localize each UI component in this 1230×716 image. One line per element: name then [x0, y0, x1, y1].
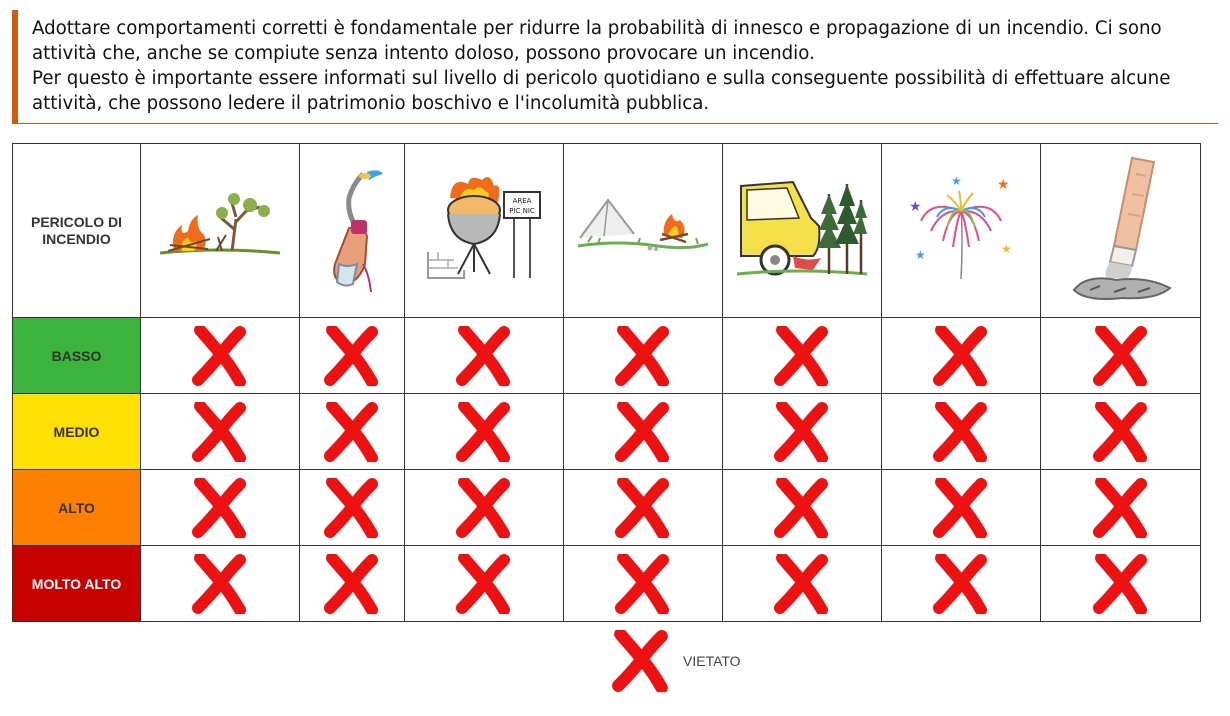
level-label-medio: MEDIO — [13, 394, 141, 470]
cross-icon — [454, 554, 514, 614]
level-row-basso — [13, 318, 1201, 394]
cell-vietato — [723, 470, 882, 546]
svg-text:★: ★ — [915, 247, 926, 262]
activities-header-row — [13, 144, 1201, 318]
activity-barbecue — [405, 144, 564, 318]
cross-icon — [190, 326, 250, 386]
cross-icon — [190, 402, 250, 462]
cross-icon — [931, 402, 991, 462]
burning-brush-icon — [160, 189, 280, 269]
cell-vietato — [1041, 546, 1201, 622]
cell-vietato — [300, 318, 405, 394]
cross-icon — [1091, 326, 1151, 386]
cross-icon — [190, 554, 250, 614]
cross-icon — [322, 554, 382, 614]
svg-text:★: ★ — [997, 176, 1010, 193]
cell-vietato — [1041, 394, 1201, 470]
cell-vietato — [723, 318, 882, 394]
cell-vietato — [564, 546, 723, 622]
cell-vietato — [141, 470, 300, 546]
cell-vietato — [405, 546, 564, 622]
svg-text:★: ★ — [1001, 241, 1012, 256]
cross-icon — [772, 402, 832, 462]
cross-icon — [772, 326, 832, 386]
corner-label: PERICOLO DI INCENDIO — [13, 144, 141, 318]
cell-vietato — [723, 394, 882, 470]
cross-icon — [613, 326, 673, 386]
activity-burning-brush — [141, 144, 300, 318]
barbecue-grill-icon — [424, 174, 544, 284]
intro-paragraph-1: Adottare comportamenti corretti è fondamentale per ridurre la probabilità di innesco e propagazione di un incendio. Ci sono attività che, anche se compiute senza intento doloso, possono provocare un incendio. — [32, 18, 1162, 64]
cross-icon — [931, 478, 991, 538]
cell-vietato — [1041, 470, 1201, 546]
intro-text-block — [12, 10, 1218, 124]
legend-label: VIETATO — [683, 653, 741, 669]
fire-danger-table — [12, 143, 1201, 622]
cell-vietato — [300, 546, 405, 622]
svg-text:AREA: AREA — [512, 196, 532, 205]
level-row-alto — [13, 470, 1201, 546]
level-label-alto: ALTO — [13, 470, 141, 546]
svg-text:★: ★ — [951, 173, 962, 188]
cell-vietato — [882, 470, 1041, 546]
cross-icon — [1091, 402, 1151, 462]
level-label-basso: BASSO — [13, 318, 141, 394]
cell-vietato — [564, 394, 723, 470]
cross-icon — [454, 478, 514, 538]
cross-icon — [931, 326, 991, 386]
cell-vietato — [882, 546, 1041, 622]
cross-icon — [1091, 478, 1151, 538]
cell-vietato — [882, 394, 1041, 470]
cross-icon — [772, 554, 832, 614]
legend — [610, 630, 810, 692]
cross-icon — [454, 402, 514, 462]
cell-vietato — [300, 470, 405, 546]
cell-vietato — [405, 394, 564, 470]
cross-icon — [931, 554, 991, 614]
level-label-molto-alto: MOLTO ALTO — [13, 546, 141, 622]
svg-text:PIC NIC: PIC NIC — [509, 206, 535, 215]
cell-vietato — [141, 394, 300, 470]
cross-icon — [772, 478, 832, 538]
cross-icon — [190, 478, 250, 538]
cell-vietato — [300, 394, 405, 470]
camping-fire-icon — [578, 194, 708, 264]
activity-cigarette — [1041, 144, 1201, 318]
cell-vietato — [141, 318, 300, 394]
activity-blowtorch — [300, 144, 405, 318]
cell-vietato — [723, 546, 882, 622]
activity-car-woods — [723, 144, 882, 318]
cross-icon — [610, 630, 672, 692]
car-in-woods-icon — [737, 174, 867, 284]
cell-vietato — [564, 318, 723, 394]
fireworks-icon — [901, 169, 1021, 289]
cross-icon — [613, 402, 673, 462]
cell-vietato — [405, 470, 564, 546]
level-row-medio — [13, 394, 1201, 470]
cross-icon — [322, 326, 382, 386]
cross-icon — [322, 402, 382, 462]
cell-vietato — [882, 318, 1041, 394]
cell-vietato — [1041, 318, 1201, 394]
activity-camping — [564, 144, 723, 318]
level-row-molto-alto — [13, 546, 1201, 622]
cross-icon — [613, 554, 673, 614]
cross-icon — [322, 478, 382, 538]
cell-vietato — [405, 318, 564, 394]
intro-paragraph-2: Per questo è importante essere informati sul livello di pericolo quotidiano e sulla conseguente possibilità di effettuare alcune attività, che possono ledere il patrimonio boschivo e l'incolumità pubblica. — [32, 68, 1171, 114]
cell-vietato — [141, 546, 300, 622]
activity-fireworks — [882, 144, 1041, 318]
cross-icon — [1091, 554, 1151, 614]
cell-vietato — [564, 470, 723, 546]
cross-icon — [613, 478, 673, 538]
blowtorch-icon — [317, 164, 387, 294]
cross-icon — [454, 326, 514, 386]
cigarette-butt-icon — [1066, 154, 1176, 304]
svg-text:★: ★ — [909, 198, 922, 215]
